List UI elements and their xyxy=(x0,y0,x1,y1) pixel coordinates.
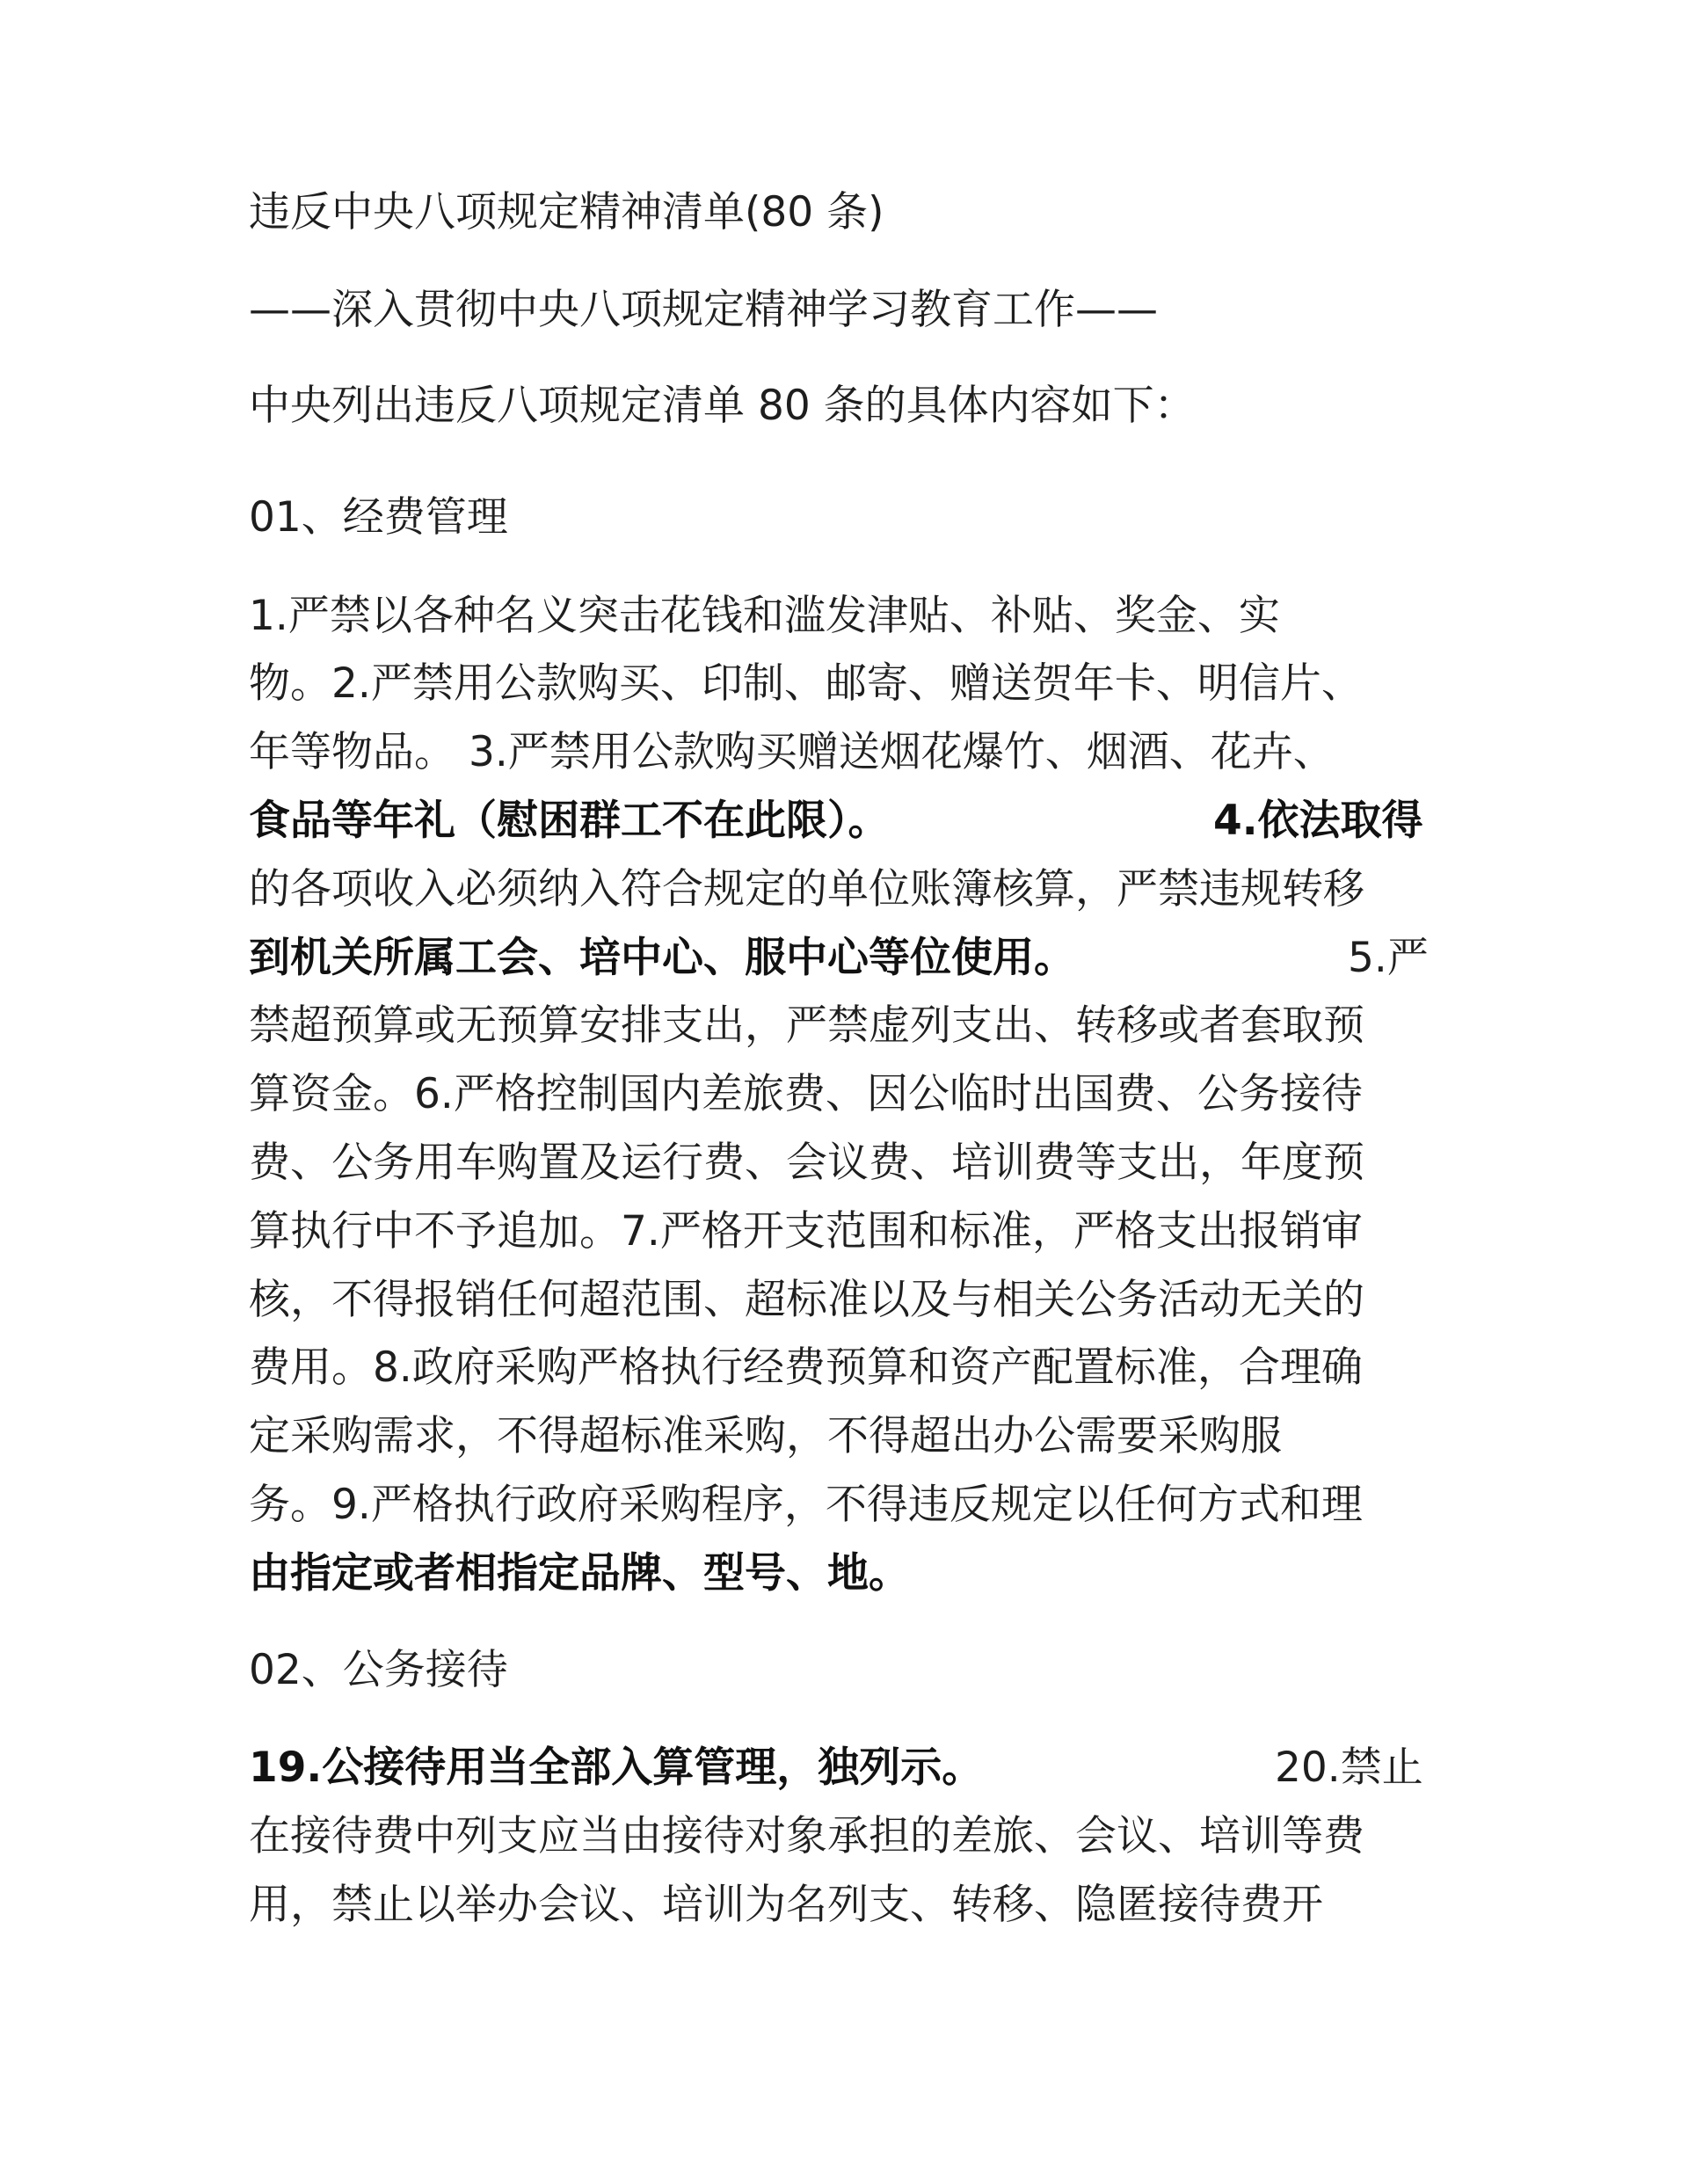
document-title: 违反中央八项规定精神清单(80 条) xyxy=(249,188,884,237)
paragraph-line: 1.严禁以各种名义突击花钱和滥发津贴、补贴、奖金、实 xyxy=(249,592,1280,640)
item-number-20: 20.禁止 xyxy=(1275,1744,1423,1792)
paragraph-line: 算执行中不予追加。7.严格开支范围和标准，严格支出报销审 xyxy=(249,1207,1363,1256)
item-number-4: 4.依法取得 xyxy=(1213,797,1423,845)
paragraph-line: 到机关所属工会、培中心、服中心等位使用。 xyxy=(249,934,1075,982)
paragraph-line: 核，不得报销任何超范围、超标准以及与相关公务活动无关的 xyxy=(249,1276,1364,1324)
paragraph-line: 务。9.严格执行政府采购程序，不得违反规定以任何方式和理 xyxy=(249,1481,1363,1529)
paragraph-line: 由指定或者相指定品牌、型号、地。 xyxy=(249,1549,910,1598)
paragraph-line: 19.公接待用当全部入算管理，独列示。 xyxy=(249,1744,984,1792)
paragraph-line: 用，禁止以举办会议、培训为名列支、转移、隐匿接待费开 xyxy=(249,1881,1323,1929)
paragraph-line: 在接待费中列支应当由接待对象承担的差旅、会议、培训等费 xyxy=(249,1812,1364,1860)
paragraph-line: 定采购需求，不得超标准采购，不得超出办公需要采购服 xyxy=(249,1412,1282,1460)
document-subtitle: ——深入贯彻中央八项规定精神学习教育工作—— xyxy=(249,286,1158,334)
paragraph-line: 费、公务用车购置及运行费、会议费、培训费等支出，年度预 xyxy=(249,1139,1364,1187)
paragraph-line: 的各项收入必须纳入符合规定的单位账簿核算，严禁违规转移 xyxy=(249,865,1364,914)
paragraph-line: 食品等年礼（慰困群工不在此限）。 xyxy=(249,797,890,845)
section-heading-reception: 02、公务接待 xyxy=(249,1646,508,1694)
intro-paragraph: 中央列出违反八项规定清单 80 条的具体内容如下： xyxy=(249,382,1196,430)
paragraph-line: 年等物品。 3.严禁用公款购买赠送烟花爆竹、烟酒、花卉、 xyxy=(249,728,1335,776)
item-number-5: 5.严 xyxy=(1348,934,1429,982)
paragraph-line: 费用。8.政府采购严格执行经费预算和资产配置标准，合理确 xyxy=(249,1343,1363,1392)
paragraph-line: 物。2.严禁用公款购买、印制、邮寄、赠送贺年卡、明信片、 xyxy=(249,659,1363,708)
paragraph-line: 禁超预算或无预算安排支出，严禁虚列支出、转移或者套取预 xyxy=(249,1001,1364,1050)
section-heading-funding: 01、经费管理 xyxy=(249,493,508,542)
paragraph-line: 算资金。6.严格控制国内差旅费、因公临时出国费、公务接待 xyxy=(249,1070,1363,1118)
